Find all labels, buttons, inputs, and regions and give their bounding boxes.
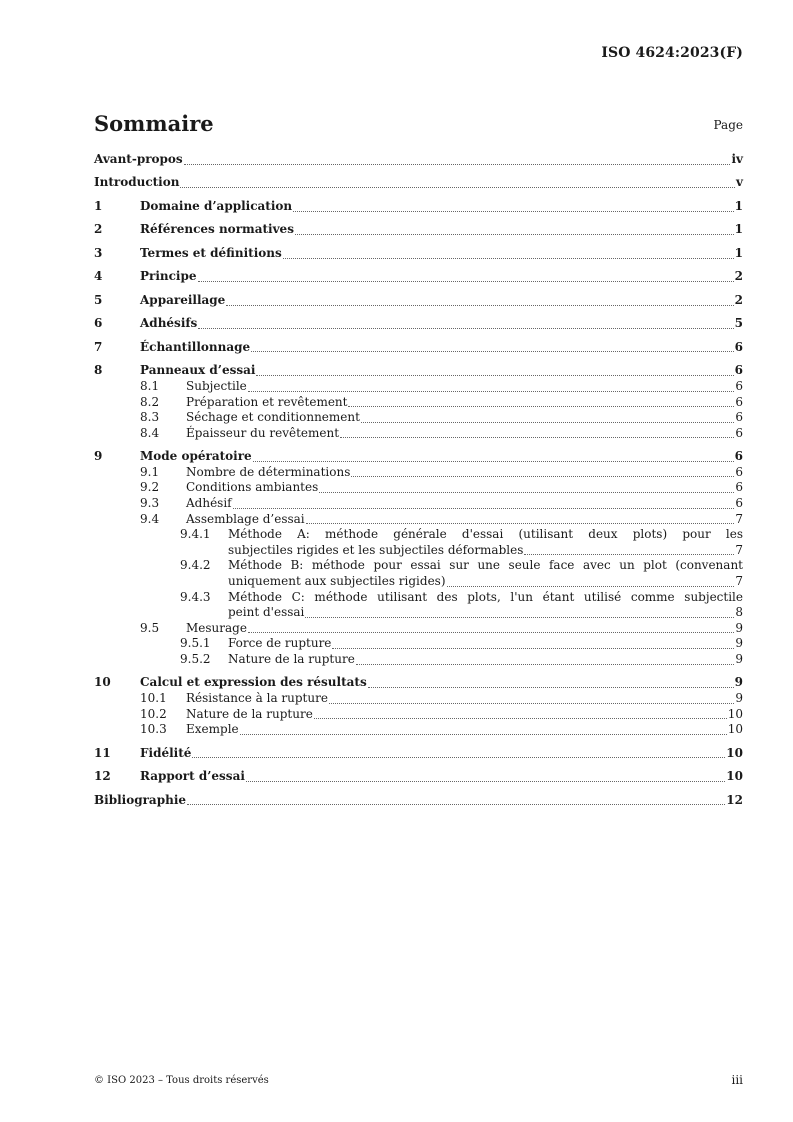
toc-dot-leader	[340, 437, 734, 438]
document-id: ISO 4624:2023(F)	[601, 45, 743, 61]
toc-entry[interactable]	[94, 621, 743, 637]
toc-entry[interactable]	[94, 175, 743, 191]
toc-entry-number: 2	[94, 222, 103, 237]
toc-entry[interactable]	[94, 722, 743, 738]
toc-dot-leader	[283, 258, 734, 259]
toc-entry-title-line	[228, 605, 743, 621]
toc-entry[interactable]	[94, 246, 743, 262]
toc-entry-page: 1	[734, 198, 743, 213]
toc-entry-title: Échantillonnage	[140, 339, 251, 354]
toc-entry-number: 8.2	[140, 394, 160, 409]
toc-entry-title: Résistance à la rupture	[186, 691, 328, 706]
toc-entry[interactable]	[94, 410, 743, 426]
toc-dot-leader	[319, 492, 734, 493]
toc-entry-page: 2	[734, 292, 743, 307]
toc-entry-number: 9.4.3	[180, 589, 211, 604]
toc-entry-page: 10	[727, 706, 743, 721]
toc-entry-page: 2	[734, 269, 743, 284]
toc-entry[interactable]	[94, 769, 743, 785]
toc-entry[interactable]	[94, 293, 743, 309]
toc-entry-title: Panneaux d’essai	[140, 363, 256, 378]
toc-entry-title-line: Méthode B: méthode pour essai sur une seule face avec un plot (convenant	[228, 558, 743, 573]
toc-entry[interactable]	[94, 675, 743, 691]
toc-entry-page: 1	[734, 245, 743, 260]
toc-entry-page: 7	[735, 511, 743, 526]
toc-entry-title-block	[228, 527, 743, 558]
toc-entry[interactable]	[94, 449, 743, 465]
toc-entry-title: Mode opératoire	[140, 449, 252, 464]
toc-entry-title: Assemblage d’essai	[186, 511, 305, 526]
toc-entry-title: Épaisseur du revêtement	[186, 425, 340, 440]
toc-entry-page: iv	[731, 152, 743, 166]
toc-entry-page: 6	[735, 410, 743, 425]
toc-dot-leader	[233, 508, 735, 509]
toc-entry-title: Nature de la rupture	[186, 706, 313, 721]
page-number: iii	[731, 1073, 743, 1087]
toc-entry-number: 5	[94, 292, 103, 307]
toc-entry-page: 10	[726, 769, 743, 784]
toc-dot-leader	[180, 187, 735, 188]
toc-entry-number: 10.2	[140, 706, 167, 721]
toc-entry-number: 6	[94, 316, 103, 331]
toc-entry-number: 8.1	[140, 378, 160, 393]
toc-entry-title: Nature de la rupture	[228, 651, 355, 666]
toc-dot-leader	[361, 422, 734, 423]
toc-entry-title: Termes et définitions	[140, 245, 282, 260]
toc-entry-page: 7	[735, 573, 743, 588]
toc-entry-number: 9.4.1	[180, 527, 211, 542]
toc-entry[interactable]	[94, 340, 743, 356]
toc-entry-page: 6	[734, 449, 743, 464]
toc-entry-number: 9	[94, 449, 103, 464]
toc-dot-leader	[351, 476, 734, 477]
toc-entry-title-continued: uniquement aux subjectiles rigides)	[228, 573, 446, 588]
toc-entry[interactable]	[94, 199, 743, 215]
toc-entry-number: 8	[94, 363, 103, 378]
page-column-label: Page	[713, 118, 743, 132]
toc-entry-title: Exemple	[186, 722, 239, 737]
toc-entry-title-block	[228, 558, 743, 589]
toc-entry[interactable]	[94, 496, 743, 512]
toc-entry-page: 6	[735, 464, 743, 479]
toc-dot-leader	[356, 664, 735, 665]
toc-dot-leader	[368, 687, 734, 688]
toc-entry-title: Calcul et expression des résultats	[140, 675, 367, 690]
toc-dot-leader	[295, 234, 734, 235]
toc-dot-leader	[348, 406, 734, 407]
toc-entry-page: 9	[735, 691, 743, 706]
toc-entry-title: Préparation et revêtement	[186, 394, 348, 409]
toc-entry-title-block	[228, 590, 743, 621]
toc-entry[interactable]	[94, 395, 743, 411]
toc-entry[interactable]	[94, 590, 743, 621]
toc-entry-number: 8.4	[140, 425, 160, 440]
toc-entry[interactable]	[94, 636, 743, 652]
toc-entry-title: Références normatives	[140, 222, 294, 237]
toc-dot-leader	[306, 523, 735, 524]
toc-entry-number: 12	[94, 769, 111, 784]
toc-entry[interactable]	[94, 480, 743, 496]
toc-entry-title: Bibliographie	[94, 792, 187, 807]
toc-entry-page: 6	[735, 394, 743, 409]
toc-entry-number: 9.5.2	[180, 651, 211, 666]
toc-entry-number: 8.3	[140, 410, 160, 425]
toc-entry-page: 5	[734, 316, 743, 331]
toc-entry-number: 9.1	[140, 464, 160, 479]
toc-entry-page: 9	[734, 675, 743, 690]
toc-entry-number: 10	[94, 675, 111, 690]
toc-entry-title: Appareillage	[140, 292, 226, 307]
toc-entry-number: 9.4	[140, 511, 160, 526]
toc-entry-page: 12	[726, 792, 743, 807]
toc-entry-number: 10.1	[140, 691, 167, 706]
toc-entry-title: Nombre de déterminations	[186, 464, 351, 479]
toc-dot-leader	[198, 281, 734, 282]
toc-dot-leader	[332, 648, 734, 649]
toc-dot-leader	[248, 391, 735, 392]
toc-dot-leader	[184, 164, 731, 165]
page-title: Sommaire	[94, 111, 214, 136]
toc-entry-title-line	[228, 543, 743, 559]
toc-entry-title: Séchage et conditionnement	[186, 410, 360, 425]
toc-entry-title: Force de rupture	[228, 636, 332, 651]
toc-entry-title: Introduction	[94, 175, 180, 190]
toc-entry-page: 8	[735, 605, 743, 620]
toc-dot-leader	[248, 632, 734, 633]
toc-entry-page: 6	[735, 496, 743, 510]
toc-dot-leader	[198, 328, 733, 329]
toc-entry[interactable]	[94, 512, 743, 528]
toc-entry-title: Conditions ambiantes	[186, 480, 319, 495]
toc-dot-leader	[253, 461, 734, 462]
toc-entry-number: 7	[94, 339, 103, 354]
toc-entry-title: Fidélité	[140, 745, 192, 760]
toc-dot-leader	[447, 586, 735, 587]
toc-entry-number: 9.4.2	[180, 558, 211, 573]
toc-entry-title: Adhésif	[186, 496, 232, 510]
toc-entry[interactable]	[94, 793, 743, 809]
toc-entry-title-line: Méthode A: méthode générale d'essai (utilisant deux plots) pour les	[228, 527, 743, 542]
toc-entry-page: 9	[735, 636, 743, 651]
toc-entry[interactable]	[94, 152, 743, 168]
toc-dot-leader	[246, 781, 725, 782]
toc-entry-title: Rapport d’essai	[140, 769, 245, 784]
toc-dot-leader	[251, 351, 733, 352]
toc-entry-page: 6	[734, 363, 743, 378]
toc-dot-leader	[187, 804, 725, 805]
toc-entry-number: 10.3	[140, 722, 167, 737]
toc-entry-title: Domaine d’application	[140, 198, 293, 213]
toc-entry[interactable]	[94, 691, 743, 707]
toc-dot-leader	[305, 617, 734, 618]
toc-entry[interactable]	[94, 465, 743, 481]
toc-entry-title: Avant-propos	[94, 152, 183, 166]
toc-entry-page: 10	[727, 722, 743, 737]
toc-entry-number: 9.2	[140, 480, 160, 495]
toc-entry-number: 9.5.1	[180, 636, 211, 651]
toc-entry-title: Subjectile	[186, 378, 247, 393]
toc-entry[interactable]	[94, 426, 743, 442]
toc-entry-number: 9.3	[140, 496, 160, 510]
toc-entry-page: 6	[735, 425, 743, 440]
toc-entry[interactable]	[94, 652, 743, 668]
toc-entry[interactable]	[94, 707, 743, 723]
toc-entry[interactable]	[94, 746, 743, 762]
toc-entry-page: 1	[734, 222, 743, 237]
toc-entry-page: 7	[735, 542, 743, 557]
toc-entry[interactable]	[94, 222, 743, 238]
toc-entry-title-line: Méthode C: méthode utilisant des plots, l'un étant utilisé comme subjectile	[228, 589, 743, 604]
toc-entry-page: 6	[735, 378, 743, 393]
toc-dot-leader	[192, 757, 725, 758]
toc-entry-page: 9	[735, 620, 743, 635]
copyright-notice: © ISO 2023 – Tous droits réservés	[94, 1075, 269, 1086]
toc-entry[interactable]	[94, 558, 743, 589]
toc-entry-page: 10	[726, 745, 743, 760]
toc-entry[interactable]	[94, 379, 743, 395]
toc-entry-page: 6	[734, 339, 743, 354]
toc-dot-leader	[293, 211, 734, 212]
toc-entry-title-line	[228, 574, 743, 590]
toc-entry[interactable]	[94, 316, 743, 332]
toc-entry-title-continued: subjectiles rigides et les subjectiles déformables	[228, 542, 524, 557]
toc-entry-page: 6	[735, 480, 743, 495]
toc-entry[interactable]	[94, 527, 743, 558]
toc-entry[interactable]	[94, 269, 743, 285]
toc-dot-leader	[329, 703, 734, 704]
table-of-contents	[94, 152, 743, 808]
toc-entry-number: 1	[94, 198, 103, 213]
toc-entry-title: Adhésifs	[140, 316, 198, 331]
toc-entry-page: v	[736, 175, 743, 190]
toc-dot-leader	[256, 375, 733, 376]
toc-dot-leader	[226, 305, 733, 306]
toc-entry-title: Principe	[140, 269, 197, 284]
toc-entry-title-continued: peint d'essai	[228, 605, 305, 620]
toc-dot-leader	[240, 734, 727, 735]
toc-entry-number: 9.5	[140, 620, 160, 635]
toc-entry-number: 3	[94, 245, 103, 260]
toc-entry-title: Mesurage	[186, 620, 247, 635]
toc-entry-page: 9	[735, 651, 743, 666]
toc-dot-leader	[314, 718, 727, 719]
toc-entry-number: 11	[94, 745, 111, 760]
toc-entry[interactable]	[94, 363, 743, 379]
toc-dot-leader	[524, 554, 734, 555]
toc-entry-number: 4	[94, 269, 103, 284]
